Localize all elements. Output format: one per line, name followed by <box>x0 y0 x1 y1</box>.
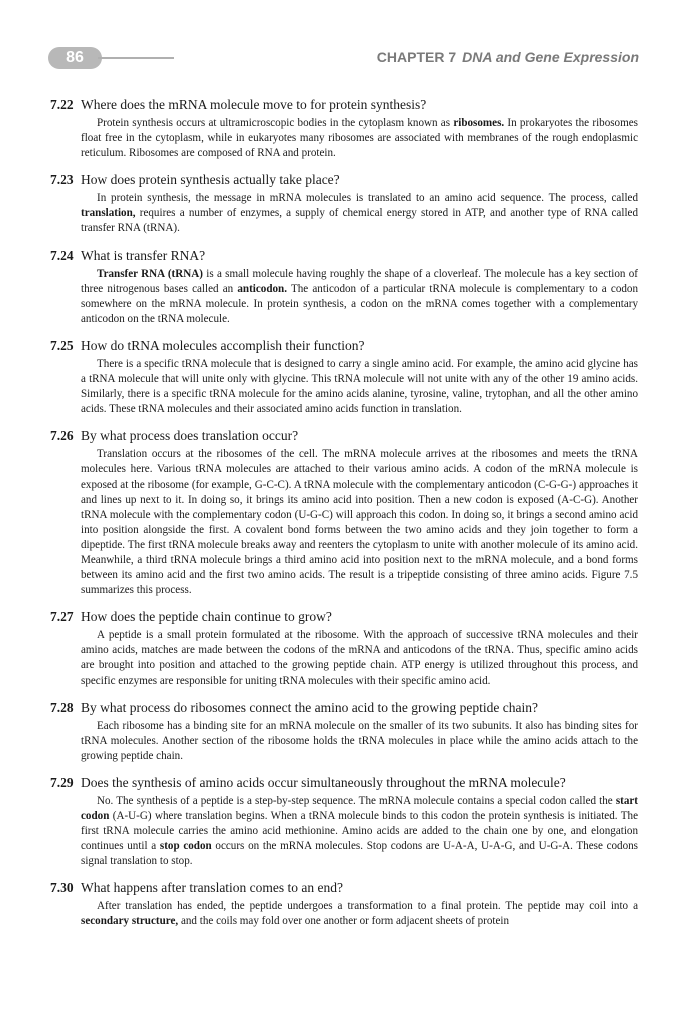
question-number: 7.29 <box>50 774 74 790</box>
running-head <box>377 49 639 65</box>
question <box>50 427 638 445</box>
answer-text: is a small molecule having roughly the shape of a cloverleaf. The molecule has a key section of three nitrogenous bases called an <box>81 267 638 295</box>
question-block <box>50 427 638 598</box>
answer-term: Transfer RNA (tRNA) <box>97 267 203 280</box>
answer <box>81 899 638 929</box>
question <box>50 699 638 717</box>
answer <box>81 719 638 764</box>
question-block <box>50 879 638 929</box>
question-block <box>50 774 638 869</box>
answer <box>81 794 638 869</box>
answer <box>81 267 638 327</box>
question-block <box>50 608 638 688</box>
answer-text: There is a specific tRNA molecule that is designed to carry a single amino acid. For example, the amino acid glycine has a tRNA molecule that will unite only with glycine. This tRNA molecule will not unite with any of the other 19 amino acids. Similarly, there is a specific tRNA molecule for the amino acids alanine, tyrosine, valine, trytophan, and all the other amino acids. These tRNA molecules and their associated amino acids function in translation. <box>81 357 638 416</box>
answer-text: (A-U-G) where translation begins. When a tRNA molecule binds to this codon the protein synthesis is initiated. The first tRNA molecule carries the amino acid methionine. Amino acids are added to the chain one by one, and elongation continues until a <box>81 810 638 853</box>
answer-text: requires a number of enzymes, a supply of chemical energy stored in ATP, and another type of RNA called transfer RNA (tRNA). <box>81 207 638 235</box>
answer-term: anticodon. <box>237 282 287 295</box>
question <box>50 171 638 189</box>
answer-text: The anticodon of a particular tRNA molecule is complementary to a codon somewhere on the mRNA molecule. In protein synthesis, a codon on the mRNA comes together with a complementary anticodon on the tRNA molecule. <box>81 282 639 325</box>
question-text: By what process does translation occur? <box>81 428 299 444</box>
answer-text: In protein synthesis, the message in mRNA molecules is translated to an amino acid sequence. The process, called <box>97 192 638 205</box>
question <box>50 879 638 897</box>
answer-text: In prokaryotes the ribosomes float free in the cytoplasm, while in eukaryotes many ribosomes are associated with membranes of the rough endoplasmic reticulum. Ribosomes are composed of RNA and protein. <box>81 117 638 160</box>
answer-text: No. The synthesis of a peptide is a step-by-step sequence. The mRNA molecule contains a special codon called the <box>97 794 616 807</box>
page-header <box>0 0 683 80</box>
question-number: 7.24 <box>50 247 74 263</box>
answer-text: A peptide is a small protein formulated at the ribosome. With the approach of successive tRNA molecules and their amino acids, matches are made between the codons of the mRNA and anticodons of the tRNA. Thus, specific amino acids are brought into position and attached to the growing peptide chain. ATP energy is utilized throughout this process, and specific enzymes are responsible for uniting tRNA molecules with their specific amino acid. <box>81 629 638 687</box>
answer-text: Each ribosome has a binding site for an mRNA molecule on the smaller of its two subunits. It also has binding sites for tRNA molecules. Another section of the ribosome holds the tRNA molecules in place while the amino acids attach to the growing peptide chain. <box>81 719 638 762</box>
answer-term: stop codon <box>159 840 212 853</box>
question-number: 7.25 <box>50 337 74 353</box>
question-block <box>50 699 638 764</box>
question-block <box>50 171 638 236</box>
question-text: How does protein synthesis actually take place? <box>81 172 340 188</box>
answer-text: occurs on the mRNA molecules. Stop codons are U-A-A, U-A-G, and U-G-A. These codons signal translation to stop. <box>81 840 639 868</box>
answer-text: Protein synthesis occurs at ultramicroscopic bodies in the cytoplasm known as <box>97 117 454 129</box>
question-number: 7.27 <box>50 609 74 625</box>
question-text: By what process do ribosomes connect the amino acid to the growing peptide chain? <box>81 699 539 715</box>
question-block <box>50 247 638 327</box>
question-block <box>50 337 638 417</box>
answer-term: translation, <box>81 207 136 220</box>
question <box>50 608 638 626</box>
chapter-label: CHAPTER 7 <box>376 49 457 65</box>
answer <box>81 116 638 161</box>
header-rule <box>98 57 174 59</box>
qa-list <box>50 96 638 940</box>
question-text: How do tRNA molecules accomplish their function? <box>81 337 365 353</box>
question-text: What happens after translation comes to an end? <box>81 880 344 896</box>
question-text: Where does the mRNA molecule move to for protein synthesis? <box>81 97 427 112</box>
question-number: 7.23 <box>50 172 74 188</box>
question <box>50 247 638 265</box>
question-number: 7.28 <box>50 699 74 715</box>
page-number: 86 <box>48 47 102 69</box>
answer-text: and the coils may fold over one another or form adjacent sheets of protein <box>178 915 510 928</box>
answer <box>81 357 638 417</box>
answer-term: secondary structure, <box>81 915 179 928</box>
question <box>50 96 638 114</box>
question <box>50 337 638 355</box>
question-number: 7.30 <box>50 880 74 896</box>
chapter-title: DNA and Gene Expression <box>462 49 639 65</box>
answer-text: Translation occurs at the ribosomes of the cell. The mRNA molecule arrives at the ribosomes and meets the tRNA molecules here. Various tRNA molecules are attached to their various amino acids. A codon of the mRNA molecule is exposed at the ribosome (for example, G-C-C). A tRNA molecule with the complementary anticodon (C-G-G-) approaches it and lines up next to it. In doing so, it brings its amino acid into position. Then a new codon is exposed (A-C-G). Another tRNA molecule with the complementary codon (U-G-C) will approach this codon. In doing so, it brings a second amino acid into position alongside the first. A covalent bond forms between the two amino acids and they join together to form a dipeptide. The first tRNA molecule breaks away and reenters the cytoplasm to unite with another molecule of its amino acid. Meanwhile, a third tRNA molecule brings a third amino acid into position next to the mRNA molecule, and a bond forms between its amino acid and the first two amino acids. The result is a tripeptide consisting of three amino acids. Figure 7.5 summarizes this process. <box>81 448 638 597</box>
answer <box>81 191 638 236</box>
question-number: 7.22 <box>50 97 74 112</box>
question-text: What is transfer RNA? <box>81 247 206 263</box>
question-text: Does the synthesis of amino acids occur simultaneously throughout the mRNA molecule? <box>81 774 566 790</box>
question-block <box>50 96 638 161</box>
answer-term: start codon <box>81 794 638 822</box>
question-text: How does the peptide chain continue to grow? <box>81 609 332 625</box>
answer <box>81 447 638 598</box>
answer <box>81 628 638 688</box>
question-number: 7.26 <box>50 428 74 444</box>
answer-text: After translation has ended, the peptide undergoes a transformation to a final protein. The peptide may coil into a <box>97 900 638 913</box>
answer-term: ribosomes. <box>453 117 505 129</box>
question <box>50 774 638 792</box>
